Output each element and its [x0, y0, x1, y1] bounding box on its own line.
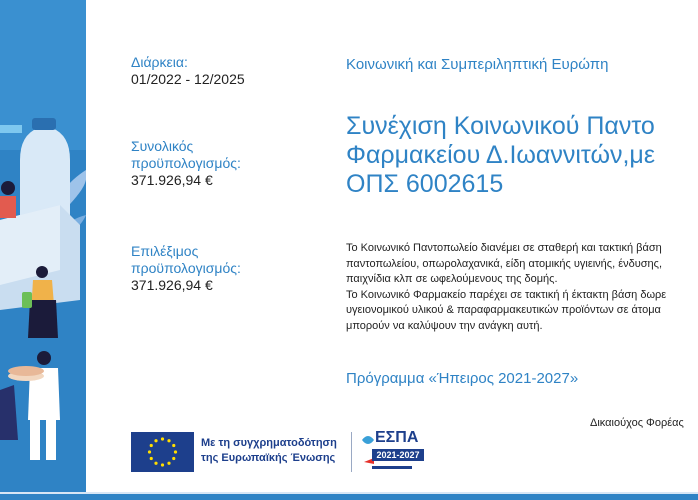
- duration-block: [131, 54, 245, 88]
- project-title-line3: ΟΠΣ 6002615: [346, 170, 504, 198]
- project-description: [346, 241, 698, 334]
- description-line: μπορούν να καλύψουν την ανάγκη αυτή.: [346, 319, 543, 332]
- total-budget-value: 371.926,94 €: [131, 172, 213, 188]
- eu-text-line1: Με τη συγχρηματοδότηση: [201, 437, 337, 449]
- eu-star-icon: [167, 439, 170, 442]
- description-line: παντοπωλείου, οπωρολαχανικά, είδη ατομικής υγιεινής, ένδυσης,: [346, 257, 663, 270]
- eligible-budget-block: [131, 243, 241, 294]
- description-line: υγειονομικού υλικού & παραφαρμακευτικών προϊόντων σε άτομα: [346, 304, 661, 316]
- eu-cofunding-text: [201, 436, 337, 466]
- total-budget-block: [131, 138, 241, 189]
- people-illustration-icon: [0, 0, 86, 500]
- project-title-line1: Συνέχιση Κοινωνικού Παντο: [346, 112, 655, 140]
- bottom-stripe: [0, 492, 698, 494]
- total-budget-label-line1: Συνολικός: [131, 138, 194, 154]
- eu-flag-icon: [131, 432, 194, 472]
- program-name-bottom: Πρόγραμμα «Ήπειρος 2021-2027»: [346, 370, 579, 387]
- beneficiary-label: Δικαιούχος Φορέας: [590, 417, 684, 429]
- eu-star-icon: [150, 444, 153, 447]
- eu-star-icon: [174, 450, 177, 453]
- eu-star-icon: [148, 450, 151, 453]
- eligible-budget-value: 371.926,94 €: [131, 277, 213, 293]
- description-line: Το Κοινωνικό Φαρμακείο παρέχει σε τακτική ή έκτακτη βάση δωρε: [346, 288, 667, 301]
- eu-star-icon: [172, 444, 175, 447]
- total-budget-label-line2: προϋπολογισμός:: [131, 155, 241, 171]
- project-title: [346, 112, 698, 199]
- eu-star-icon: [161, 463, 164, 466]
- duration-label: Διάρκεια:: [131, 54, 188, 70]
- description-line: Το Κοινωνικό Παντοπωλείο διανέμει σε σταθερή και τακτική βάση: [346, 242, 662, 254]
- eligible-budget-label-line2: προϋπολογισμός:: [131, 260, 241, 276]
- description-line: παιχνίδια κλπ σε ωφελούμενους της δομής.: [346, 273, 558, 285]
- bottom-accent-bar: [0, 492, 698, 500]
- eu-star-icon: [167, 462, 170, 465]
- program-name-top: Κοινωνική και Συμπεριληπτική Ευρώπη: [346, 56, 609, 73]
- duration-value: 01/2022 - 12/2025: [131, 71, 245, 87]
- left-illustration: [0, 0, 86, 500]
- eu-star-icon: [150, 457, 153, 460]
- logo-divider: [351, 432, 352, 472]
- eu-star-icon: [154, 439, 157, 442]
- eligible-budget-label-line1: Επιλέξιμος: [131, 243, 199, 259]
- eu-star-icon: [154, 462, 157, 465]
- eu-star-icon: [161, 437, 164, 440]
- eu-text-line2: της Ευρωπαϊκής Ένωσης: [201, 452, 336, 464]
- espa-years-badge: 2021-2027: [372, 449, 424, 461]
- eu-star-icon: [172, 457, 175, 460]
- espa-title: ΕΣΠΑ: [375, 429, 419, 446]
- project-title-line2: Φαρμακείου Δ.Ιωαννιτών,με: [346, 141, 655, 169]
